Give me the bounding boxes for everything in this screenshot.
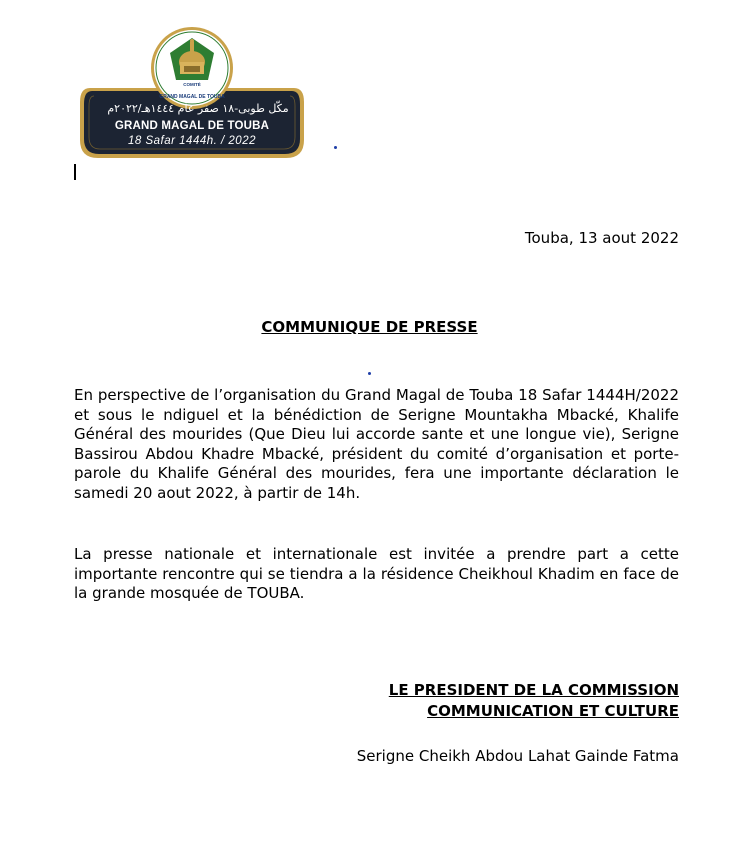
seal-organisation-label: GRAND MAGAL DE TOUBA [159, 94, 225, 100]
stray-mark [334, 146, 337, 149]
signatory-name: Serigne Cheikh Abdou Lahat Gainde Fatma [356, 747, 679, 765]
banner-title: GRAND MAGAL DE TOUBA [114, 120, 270, 132]
stray-mark [368, 372, 371, 375]
signature-title [389, 680, 679, 722]
signature-title-line: COMMUNICATION ET CULTURE [427, 702, 679, 720]
banner-arabic-text: مكّل طوبى-١٨ صفر عام ١٤٤٤هـ/٢٠٢٢م [107, 102, 289, 115]
place-date: Touba, 13 aout 2022 [524, 229, 679, 247]
seal-committee-label: COMITÉ [183, 82, 201, 87]
paragraph: En perspective de l’organisation du Grand Magal de Touba 18 Safar 1444H/2022 et sous le ndiguel et la bénédiction de Serigne Mountakha Mbacké, Khalife Général des mourides (Que Dieu lui accorde sante et une longue vie), Serigne Bassirou Abdou Khadre Mbacké, président du comité d’organisation et porte-parole du Khalife Général des mourides, fera une importante déclaration le samedi 20 aout 2022, à partir de 14h. [74, 386, 679, 502]
paragraph: La presse nationale et internationale est invitée a prendre part a cette importante rencontre qui se tiendra a la résidence Cheikhoul Khadim en face de la grande mosquée de TOUBA. [74, 545, 679, 602]
signature-title-line: LE PRESIDENT DE LA COMMISSION [388, 681, 679, 699]
banner-date: 18 Safar 1444h. / 2022 [127, 135, 256, 147]
text-cursor [74, 164, 76, 180]
magal-logo [76, 22, 308, 164]
document-title: COMMUNIQUE DE PRESSE [261, 318, 478, 336]
